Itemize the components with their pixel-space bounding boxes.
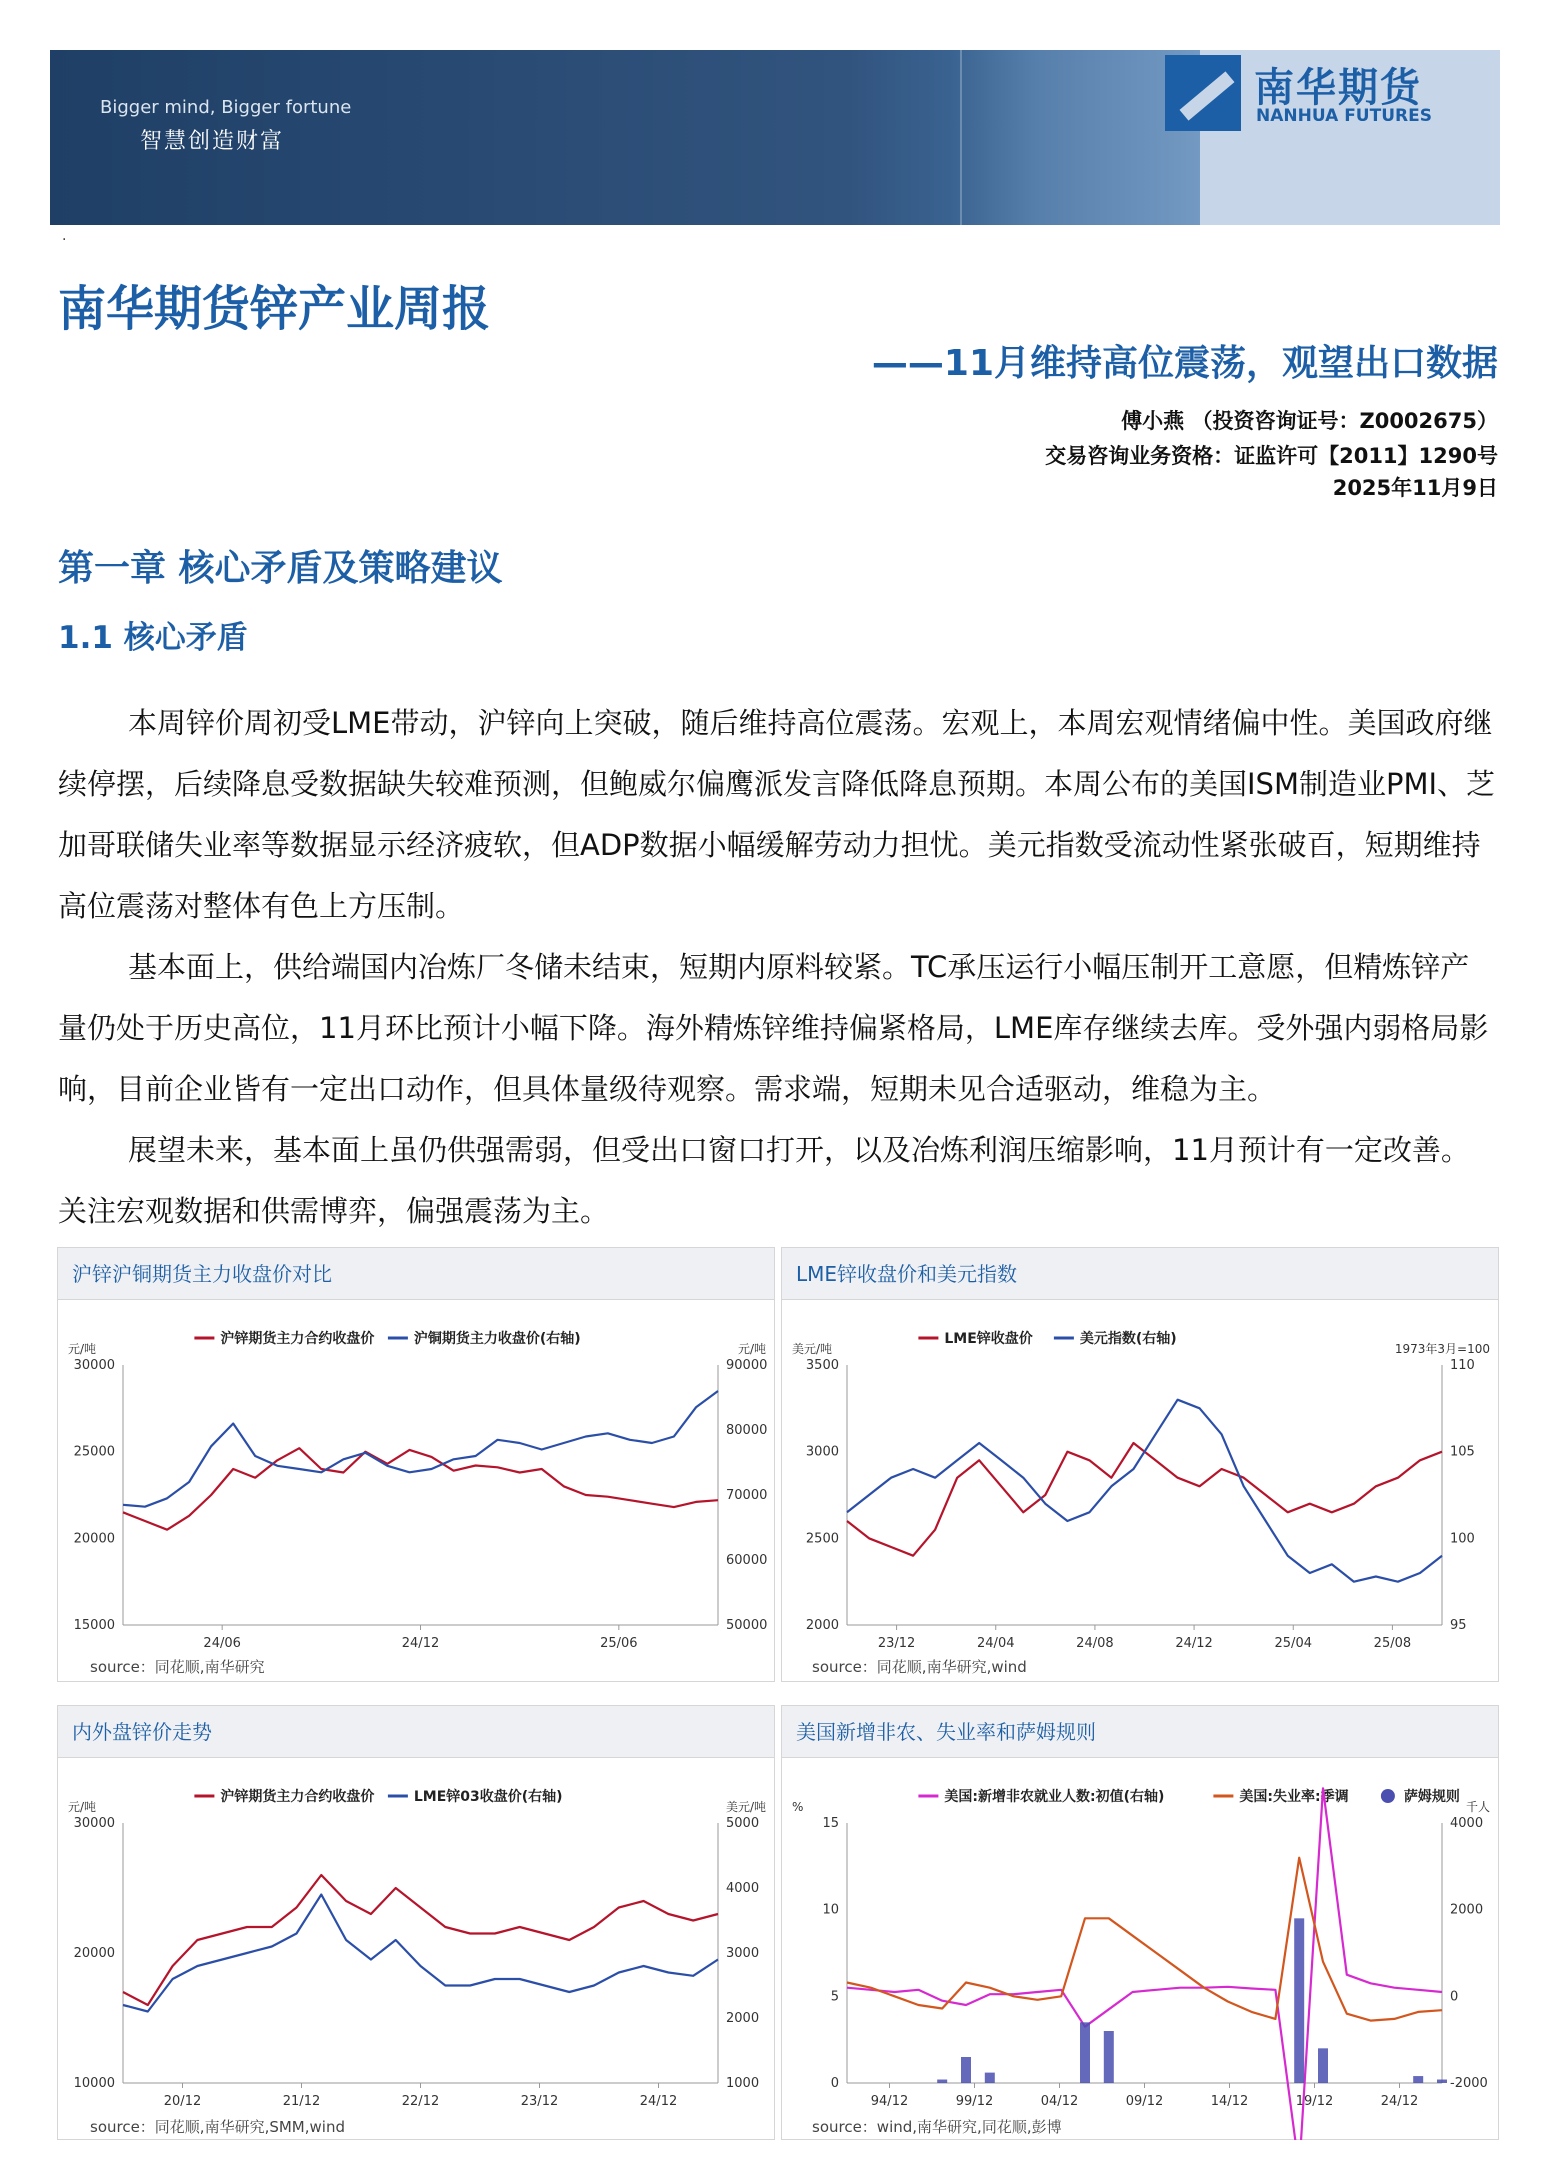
y-tick-right: 50000 (726, 1618, 768, 1633)
license-line: 交易咨询业务资格：证监许可【2011】1290号 (1045, 444, 1498, 468)
paragraph-1: 本周锌价周初受LME带动，沪锌向上突破，随后维持高位震荡。宏观上，本周宏观情绪偏中性。美国政府继续停摆，后续降息受数据缺失较难预测，但鲍威尔偏鹰派发言降低降息预期。本周公布的美国ISM制造业PMI、芝加哥联储失业率等数据显示经济疲软，但ADP数据小幅缓解劳动力担忧。美元指数受流动性紧张破百，短期维持高位震荡对整体有色上方压制。 (58, 706, 1496, 923)
chapter-title: 第一章 核心矛盾及策略建议 (58, 548, 503, 589)
chart-source: source：同花顺,南华研究 (90, 1658, 265, 1676)
right-unit-label: 1973年3月=100 (1394, 1342, 1490, 1356)
x-tick-label: 21/12 (282, 2094, 321, 2109)
legend-entry: LME锌收盘价 (944, 1331, 1033, 1347)
x-tick-label: 24/06 (203, 1636, 241, 1651)
y-tick-right: 95 (1450, 1618, 1467, 1633)
chart-plot (58, 1758, 774, 2140)
chart-source: source：wind,南华研究,同花顺,彭博 (812, 2118, 1062, 2136)
x-tick-label: 24/12 (639, 2094, 678, 2109)
sahm-bar (985, 2073, 995, 2083)
y-tick-right: 105 (1450, 1444, 1475, 1460)
legend-entry: 沪锌期货主力合约收盘价 (220, 1789, 375, 1805)
chart-title: 内外盘锌价走势 (58, 1706, 774, 1758)
y-tick-right: 100 (1450, 1531, 1475, 1547)
section-title: 1.1 核心矛盾 (58, 620, 248, 656)
legend-entry: LME锌03收盘价(右轴) (413, 1789, 563, 1805)
series-line (847, 1443, 1442, 1556)
y-tick-right: 1000 (726, 2076, 760, 2091)
y-tick-right: 2000 (726, 2011, 760, 2026)
sahm-bar (961, 2057, 971, 2083)
logo-text-en: NANHUA FUTURES (1256, 106, 1432, 126)
x-tick-label: 25/08 (1373, 1636, 1412, 1651)
x-tick-label: 09/12 (1125, 2094, 1164, 2109)
y-tick-right: 80000 (726, 1423, 768, 1438)
y-tick-left: 2000 (805, 1618, 839, 1633)
chart-plot (58, 1300, 774, 1682)
y-tick-left: 10000 (73, 2076, 115, 2091)
y-tick-right: 90000 (726, 1358, 768, 1373)
legend-entry: 美元指数(右轴) (1079, 1331, 1177, 1347)
y-tick-right: 0 (1450, 1989, 1459, 2005)
sahm-bar (1104, 2031, 1114, 2083)
left-unit-label: 元/吨 (68, 1800, 97, 1814)
paragraph-3: 展望未来，基本面上虽仍供强需弱，但受出口窗口打开，以及冶炼利润压缩影响，11月预计有一定改善。关注宏观数据和供需博弈，偏强震荡为主。 (58, 1133, 1470, 1228)
report-subtitle: ——11月维持高位震荡，观望出口数据 (871, 343, 1498, 384)
y-tick-left: 30000 (73, 1816, 115, 1831)
x-tick-label: 23/12 (520, 2094, 559, 2109)
x-tick-label: 04/12 (1040, 2094, 1079, 2109)
series-line (847, 1858, 1442, 2021)
chart-source: source：同花顺,南华研究,SMM,wind (90, 2118, 345, 2136)
legend-entry: 沪锌期货主力合约收盘价 (220, 1331, 375, 1347)
left-unit-label: 元/吨 (68, 1342, 97, 1356)
sahm-bar (1437, 2080, 1447, 2083)
y-tick-left: 25000 (73, 1444, 115, 1460)
x-tick-label: 24/12 (1380, 2094, 1419, 2109)
y-tick-left: 5 (830, 1989, 839, 2005)
x-tick-label: 20/12 (163, 2094, 202, 2109)
right-unit-label: 元/吨 (737, 1342, 766, 1356)
y-tick-left: 20000 (73, 1531, 115, 1547)
legend-entry: 美国:失业率:季调 (1239, 1789, 1349, 1805)
y-tick-left: 15 (822, 1816, 839, 1831)
author-line: 傅小燕 （投资咨询证号：Z0002675） (1121, 409, 1498, 433)
left-unit-label: % (792, 1800, 804, 1814)
report-date: 2025年11月9日 (1332, 476, 1498, 500)
x-tick-label: 24/04 (977, 1636, 1015, 1651)
y-tick-left: 3500 (805, 1358, 839, 1373)
slogan-cn: 智慧创造财富 (140, 129, 285, 154)
report-title: 南华期货锌产业周报 (58, 281, 491, 337)
y-tick-right: 110 (1450, 1358, 1475, 1373)
chart-source: source：同花顺,南华研究,wind (812, 1658, 1027, 1676)
series-line (123, 1448, 718, 1530)
y-tick-left: 20000 (73, 1946, 115, 1961)
chart-plot (782, 1300, 1498, 1682)
chart-inner-outer (57, 1705, 775, 2140)
x-tick-label: 19/12 (1295, 2094, 1334, 2109)
x-tick-label: 14/12 (1210, 2094, 1249, 2109)
sahm-bar (1294, 1918, 1304, 2083)
y-tick-right: -2000 (1450, 2076, 1488, 2091)
chart-zn-cu (57, 1247, 775, 1682)
y-tick-left: 30000 (73, 1358, 115, 1373)
chart-plot (782, 1758, 1498, 2140)
y-tick-left: 3000 (805, 1444, 839, 1460)
x-tick-label: 94/12 (870, 2094, 909, 2109)
x-tick-label: 25/04 (1274, 1636, 1312, 1651)
banner-divider (960, 50, 962, 225)
right-unit-label: 千人 (1465, 1800, 1490, 1814)
y-tick-right: 60000 (726, 1553, 768, 1568)
sahm-bar (1080, 2022, 1090, 2083)
y-tick-right: 70000 (726, 1488, 768, 1503)
y-tick-left: 10 (822, 1902, 839, 1918)
chart-us-labor (781, 1705, 1499, 2140)
nanhua-logo-icon (1165, 55, 1241, 131)
y-tick-left: 15000 (73, 1618, 115, 1633)
chart-title: LME锌收盘价和美元指数 (782, 1248, 1498, 1300)
right-unit-label: 美元/吨 (725, 1800, 766, 1814)
x-tick-label: 24/08 (1076, 1636, 1114, 1651)
left-unit-label: 美元/吨 (792, 1342, 833, 1356)
x-tick-label: 24/12 (1175, 1636, 1213, 1651)
series-line (123, 1391, 718, 1507)
x-tick-label: 24/12 (401, 1636, 440, 1651)
x-tick-label: 99/12 (955, 2094, 994, 2109)
sahm-bar (1318, 2048, 1328, 2083)
dot-mark: . (62, 228, 67, 244)
sahm-bar (937, 2080, 947, 2083)
series-line (847, 1400, 1442, 1582)
x-tick-label: 23/12 (877, 1636, 916, 1651)
legend-marker (1381, 1789, 1395, 1803)
y-tick-right: 3000 (726, 1946, 760, 1961)
y-tick-right: 4000 (726, 1881, 760, 1896)
paragraph-2: 基本面上，供给端国内冶炼厂冬储未结束，短期内原料较紧。TC承压运行小幅压制开工意愿，但精炼锌产量仍处于历史高位，11月环比预计小幅下降。海外精炼锌维持偏紧格局，LME库存继续去库。受外强内弱格局影响，目前企业皆有一定出口动作，但具体量级待观察。需求端，短期未见合适驱动，维稳为主。 (58, 950, 1489, 1106)
legend-entry: 沪铜期货主力收盘价(右轴) (413, 1331, 581, 1347)
x-tick-label: 25/06 (600, 1636, 638, 1651)
chart-title: 美国新增非农、失业率和萨姆规则 (782, 1706, 1498, 1758)
y-tick-right: 4000 (1450, 1816, 1484, 1831)
series-line (123, 1895, 718, 2012)
series-line (123, 1875, 718, 2005)
y-tick-right: 5000 (726, 1816, 760, 1831)
x-tick-label: 22/12 (401, 2094, 440, 2109)
logo-text-cn: 南华期货 (1254, 65, 1422, 111)
chart-lme-usd (781, 1247, 1499, 1682)
chart-title: 沪锌沪铜期货主力收盘价对比 (58, 1248, 774, 1300)
y-tick-right: 2000 (1450, 1902, 1484, 1918)
slogan-en: Bigger mind, Bigger fortune (100, 97, 352, 118)
legend-entry: 萨姆规则 (1403, 1789, 1460, 1805)
y-tick-left: 2500 (805, 1531, 839, 1547)
y-tick-left: 0 (830, 2076, 839, 2091)
sahm-bar (1413, 2076, 1423, 2083)
legend-entry: 美国:新增非农就业人数:初值(右轴) (944, 1789, 1165, 1805)
